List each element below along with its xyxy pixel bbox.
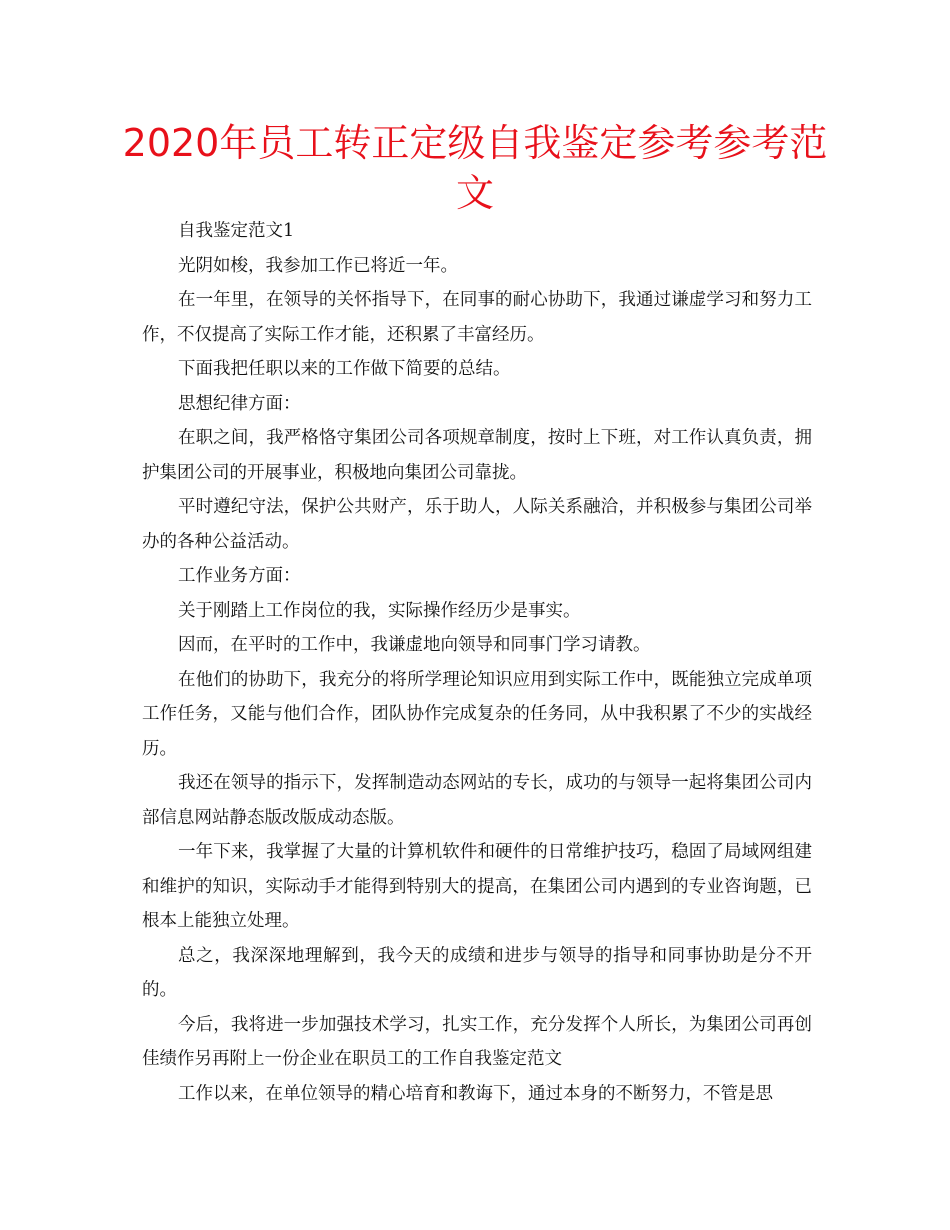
paragraph: 下面我把任职以来的工作做下简要的总结。	[178, 359, 511, 379]
paragraph: 因而，在平时的工作中，我谦虚地向领导和同事门学习请教。	[178, 635, 651, 655]
paragraph: 光阴如梭，我参加工作已将近一年。	[178, 255, 458, 276]
paragraph: 我还在领导的指示下，发挥制造动态网站的专长，成功的与领导一起将集团公司内部信息网站静态版改版成动态版。	[142, 773, 812, 828]
paragraph: 平时遵纪守法，保护公共财产，乐于助人，人际关系融洽，并积极参与集团公司举办的各种公益活动。	[142, 497, 812, 552]
paragraph: 在一年里，在领导的关怀指导下，在同事的耐心协助下，我通过谦虚学习和努力工作，不仅提高了实际工作才能，还积累了丰富经历。	[142, 290, 812, 345]
paragraph: 自我鉴定范文1	[178, 221, 295, 241]
paragraph: 在职之间，我严格恪守集团公司各项规章制度，按时上下班，对工作认真负责，拥护集团公司的开展事业，积极地向集团公司靠拢。	[142, 428, 812, 483]
document-title: 2020年员工转正定级自我鉴定参考参考范文	[122, 121, 828, 215]
paragraph: 工作以来，在单位领导的精心培育和教诲下，通过本身的不断努力，不管是思	[178, 1083, 773, 1104]
paragraph: 一年下来，我掌握了大量的计算机软件和硬件的日常维护技巧，稳固了局域网组建和维护的知识，实际动手才能得到特别大的提高，在集团公司内遇到的专业咨询题，已根本上能独立处理。	[142, 842, 812, 931]
section-heading: 思想纪律方面：	[178, 393, 301, 414]
paragraph: 关于刚踏上工作岗位的我，实际操作经历少是事实。	[178, 600, 581, 621]
paragraph: 总之，我深深地理解到，我今天的成绩和进步与领导的指导和同事协助是分不开的。	[142, 945, 812, 1000]
paragraph: 今后，我将进一步加强技术学习，扎实工作，充分发挥个人所长，为集团公司再创佳绩作另再附上一份企业在职员工的工作自我鉴定范文	[142, 1014, 812, 1069]
document-body	[142, 214, 812, 1111]
section-heading: 工作业务方面：	[178, 566, 301, 586]
paragraph: 在他们的协助下，我充分的将所学理论知识应用到实际工作中，既能独立完成单项工作任务，又能与他们合作，团队协作完成复杂的任务同，从中我积累了不少的实战经历。	[142, 669, 812, 759]
